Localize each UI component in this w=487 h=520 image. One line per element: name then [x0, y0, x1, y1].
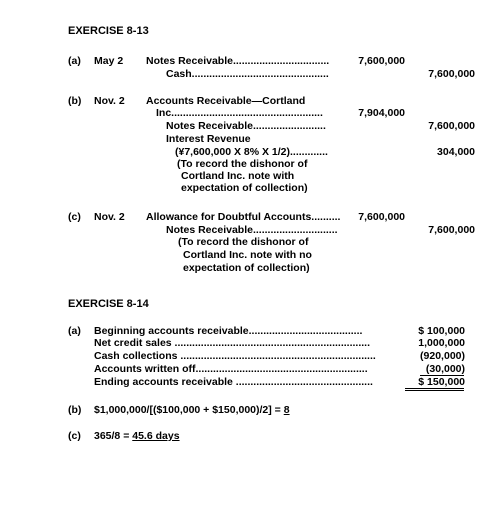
- part-b-debit-account-line2: Inc....................................................: [156, 107, 323, 119]
- turnover-formula: $1,000,000/[($100,000 + $150,000)/2] =: [94, 404, 284, 416]
- cash-collections-amount: (920,000): [420, 350, 465, 362]
- ex14-part-c-letter: (c): [68, 430, 81, 442]
- part-a-credit-amount: 7,600,000: [428, 68, 475, 80]
- beginning-ar-label: Beginning accounts receivable.......................................: [94, 325, 363, 337]
- ex14-part-c-formula: [94, 430, 180, 442]
- cash-collections-label: Cash collections ...................................................................: [94, 350, 376, 362]
- part-c-credit-amount: 7,600,000: [428, 224, 475, 236]
- ex14-part-a-letter: (a): [68, 325, 81, 337]
- part-b-credit-notes: Notes Receivable.........................: [166, 120, 326, 132]
- part-b-debit-amount: 7,904,000: [358, 107, 405, 119]
- part-a-credit-account: Cash...............................................: [166, 68, 329, 80]
- part-b-note-line2: Cortland Inc. note with: [181, 170, 295, 182]
- accounts-written-off-amount: (30,000): [425, 363, 465, 375]
- part-b-letter: (b): [68, 95, 82, 107]
- ex14-part-b-letter: (b): [68, 404, 82, 416]
- part-c-note-line1: (To record the dishonor of: [178, 236, 309, 248]
- days-result: 45.6 days: [132, 430, 180, 442]
- part-c-credit-account: Notes Receivable.............................: [166, 224, 338, 236]
- part-c-debit-account: Allowance for Doubtful Accounts..........: [146, 211, 341, 223]
- ending-ar-label: Ending accounts receivable ...............................................: [94, 376, 373, 388]
- part-b-note-line3: expectation of collection): [181, 182, 308, 194]
- part-b-credit-notes-amount: 7,600,000: [428, 120, 475, 132]
- part-c-date: Nov. 2: [94, 211, 125, 223]
- turnover-result: 8: [283, 404, 290, 416]
- accounts-written-off-label: Accounts written off...........................................................: [94, 363, 368, 375]
- part-b-interest-amount: 304,000: [437, 146, 475, 158]
- part-b-note-line1: (To record the dishonor of: [177, 158, 308, 170]
- part-c-note-line2: Cortland Inc. note with no: [183, 249, 312, 261]
- days-formula: 365/8 =: [94, 430, 133, 442]
- total-double-rule-bottom: [405, 390, 464, 391]
- part-a-letter: (a): [68, 55, 81, 67]
- part-b-debit-account-line1: Accounts Receivable—Cortland: [146, 95, 306, 107]
- part-b-date: Nov. 2: [94, 95, 125, 107]
- ending-ar-amount: $ 150,000: [418, 376, 465, 388]
- part-a-date: May 2: [94, 55, 124, 67]
- ex14-part-b-formula: [94, 404, 290, 416]
- part-c-letter: (c): [68, 211, 81, 223]
- part-a-debit-account: Notes Receivable.................................: [146, 55, 330, 67]
- net-credit-sales-amount: 1,000,000: [418, 337, 465, 349]
- part-c-debit-amount: 7,600,000: [358, 211, 405, 223]
- exercise-8-14-title: EXERCISE 8-14: [68, 298, 149, 310]
- beginning-ar-amount: $ 100,000: [418, 325, 465, 337]
- part-b-credit-interest: Interest Revenue: [166, 133, 251, 145]
- part-a-debit-amount: 7,600,000: [358, 55, 405, 67]
- part-c-note-line3: expectation of collection): [183, 262, 310, 274]
- total-double-rule-top: [405, 388, 464, 389]
- net-credit-sales-label: Net credit sales ...................................................................: [94, 337, 370, 349]
- exercise-8-13-title: EXERCISE 8-13: [68, 25, 149, 37]
- part-b-interest-calc: (¥7,600,000 X 8% X 1/2).............: [175, 146, 328, 158]
